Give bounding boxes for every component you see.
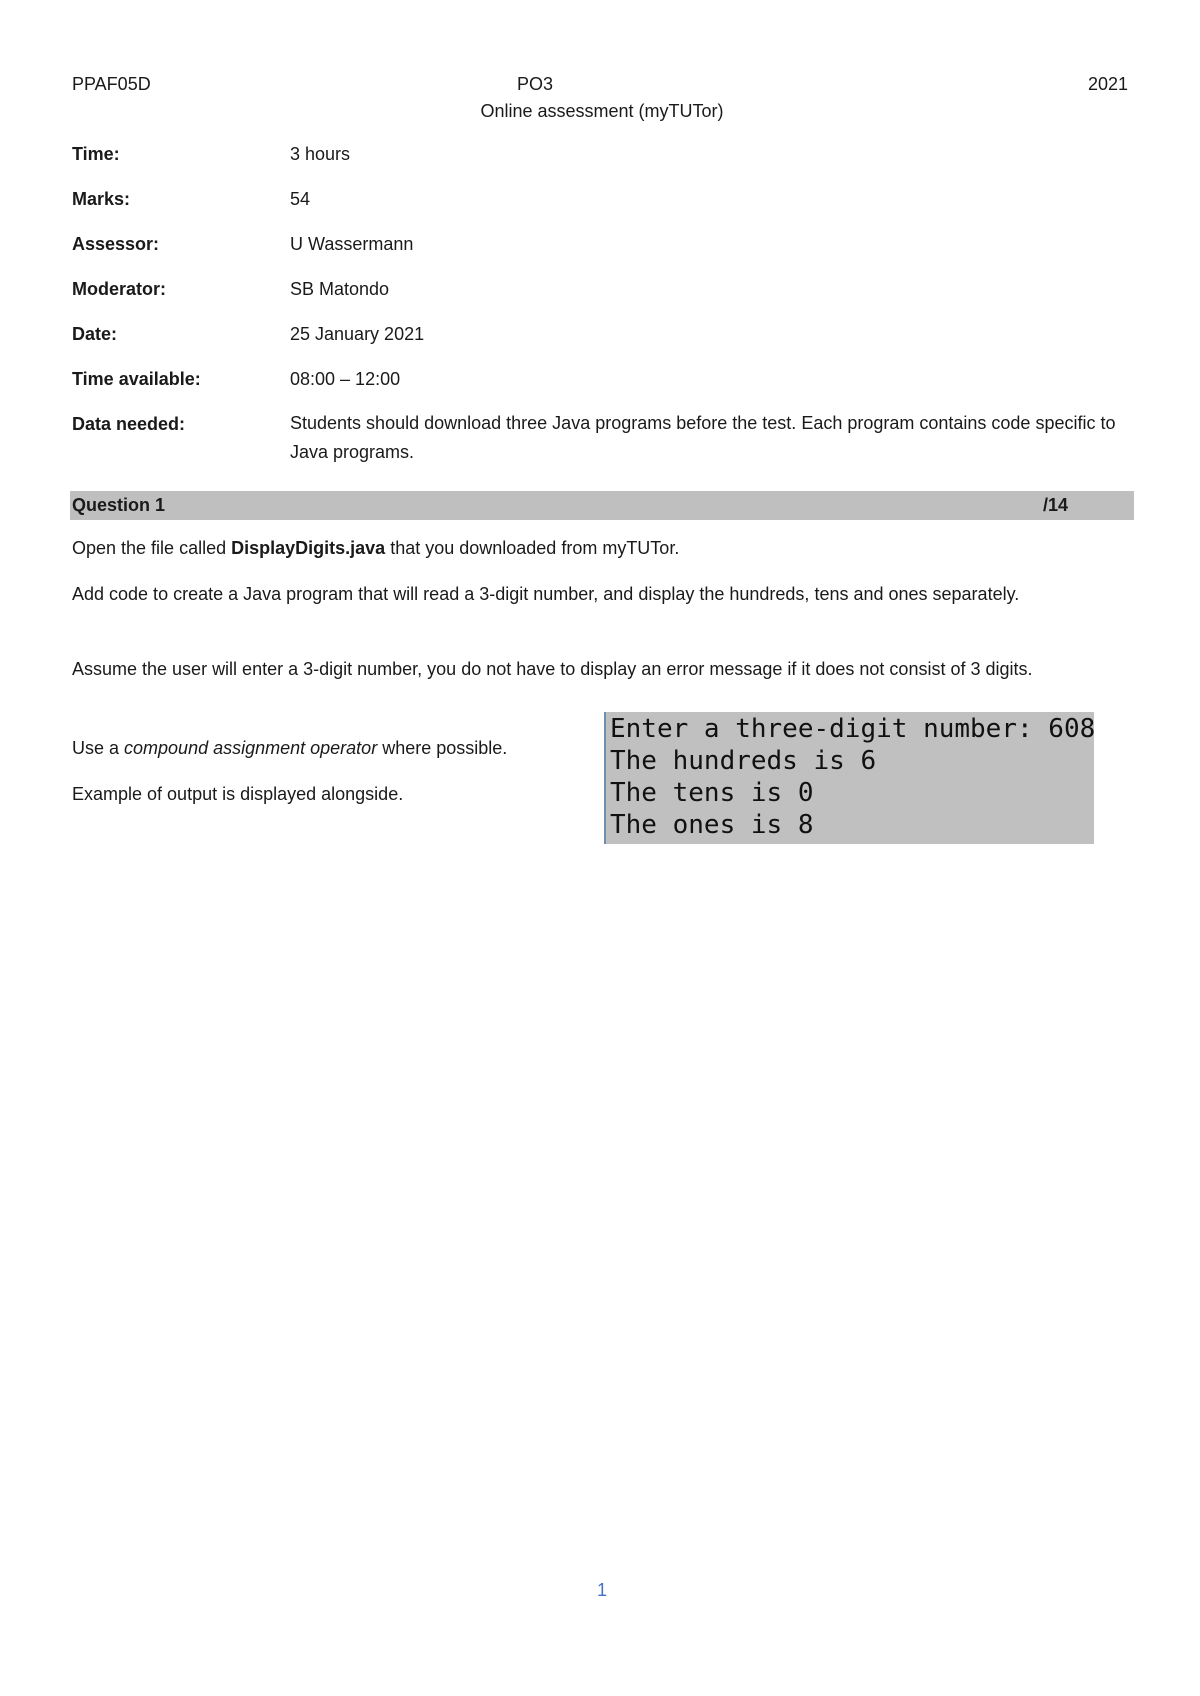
instruction-compound-operator [72,734,592,763]
question-marks: /14 [1043,495,1069,515]
instruction-text: Use a [72,738,125,758]
page-number: 1 [596,1580,607,1600]
console-output-example [604,712,1094,844]
instruction-example-output: Example of output is displayed alongside. [72,784,404,804]
assessor-label: Assessor: [72,234,160,254]
year: 2021 [1087,74,1128,94]
moderator-value: SB Matondo [290,279,390,299]
question-1-header [70,491,1134,520]
assessor-value: U Wassermann [290,234,414,254]
moderator-label: Moderator: [72,279,166,299]
question-title: Question 1 [72,495,166,515]
data-needed-label: Data needed: [72,414,186,434]
course-code: PPAF05D [72,74,151,94]
assessment-subtitle: Online assessment (myTUTor) [480,101,724,121]
console-line: The tens is 0 [610,778,814,808]
emphasis-term: compound assignment operator [124,738,378,758]
time-value: 3 hours [290,144,351,164]
data-needed-value: Students should download three Java programs before the test. Each program contains code specific to Java programs. [290,413,1116,462]
instruction-text: that you downloaded from myTUTor. [385,538,680,558]
console-line: The hundreds is 6 [610,746,877,776]
meta-row-time-available [72,369,1132,390]
marks-label: Marks: [72,189,131,209]
date-value: 25 January 2021 [290,324,425,344]
meta-row-time [72,144,1132,165]
time-label: Time: [72,144,120,164]
meta-row-moderator [72,279,1132,300]
instruction-text: where possible. [377,738,508,758]
meta-row-assessor [72,234,1132,255]
date-label: Date: [72,324,118,344]
module-code: PO3 [516,74,554,94]
time-available-value: 08:00 – 12:00 [290,369,401,389]
time-available-label: Time available: [72,369,201,389]
console-line: Enter a three-digit number: 608 [610,714,1096,744]
file-name: DisplayDigits.java [231,538,386,558]
meta-row-date [72,324,1132,345]
instruction-open-file [72,534,1132,563]
instruction-assumption: Assume the user will enter a 3-digit number, you do not have to display an error message if it does not consist of 3 digits. [72,659,1033,679]
meta-row-data-needed [72,414,1132,467]
instruction-text: Open the file called [72,538,232,558]
meta-row-marks [72,189,1132,210]
console-line: The ones is 8 [610,810,814,840]
instruction-add-code: Add code to create a Java program that will read a 3-digit number, and display the hundreds, tens and ones separately. [72,584,1020,604]
marks-value: 54 [290,189,311,209]
